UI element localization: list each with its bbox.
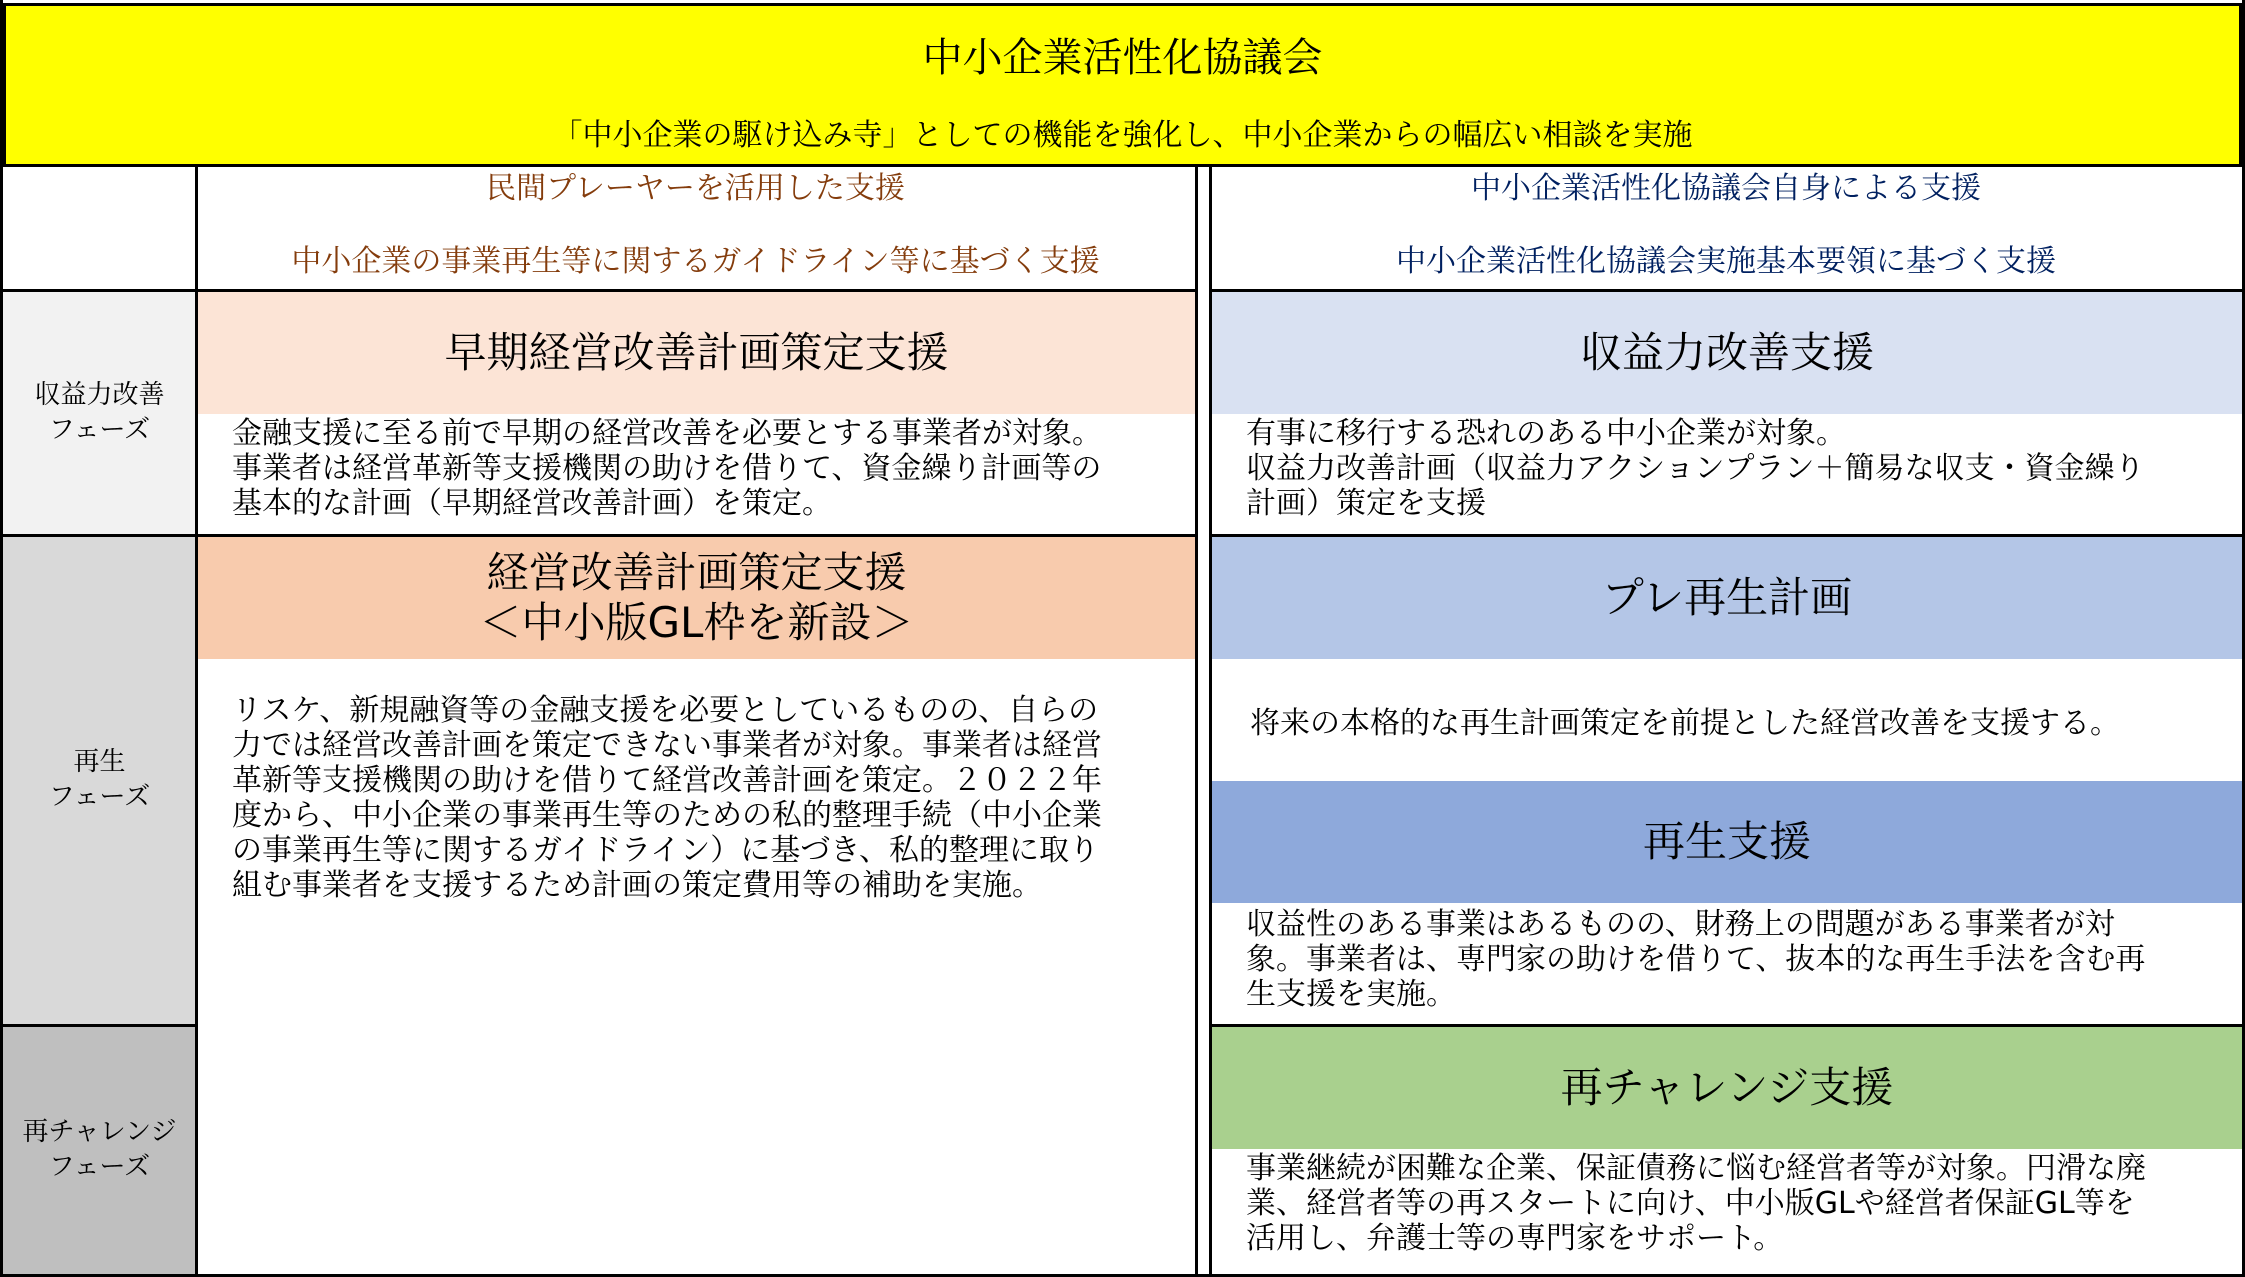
phase-label-profit-line1: 収益力改善: [34, 379, 165, 410]
desc-line: 組む事業者を支援するため計画の策定費用等の補助を実施。: [232, 868, 1042, 903]
grid-line: [0, 1024, 198, 1027]
rebirth-support-description: [1212, 907, 2242, 1023]
left-column-heading-1: 民間プレーヤーを活用した支援: [486, 171, 905, 206]
phase-cell-rebirth: [3, 535, 196, 1025]
phase-label-rechallenge-line1: 再チャレンジ: [22, 1116, 177, 1147]
desc-line: 事業継続が困難な企業、保証債務に悩む経営者等が対象。円滑な廃: [1246, 1151, 2146, 1186]
grid-line: [0, 289, 1198, 292]
early-plan-description: [198, 416, 1195, 534]
rechallenge-support-title-band: [1212, 1027, 2242, 1149]
plan-title-band: [198, 537, 1195, 659]
profit-support-title: 収益力改善支援: [1579, 328, 1874, 377]
desc-line: の事業再生等に関するガイドライン）に基づき、私的整理に取り: [232, 833, 1099, 868]
page-subtitle: 「中小企業の駆け込み寺」としての機能を強化し、中小企業からの幅広い相談を実施: [552, 118, 1693, 153]
grid-line: [1209, 289, 2245, 292]
phase-label-rechallenge-line2: フェーズ: [48, 1151, 151, 1182]
desc-line: 度から、中小企業の事業再生等のための私的整理手続（中小企業: [232, 798, 1102, 833]
desc-line: 有事に移行する恐れのある中小企業が対象。: [1246, 416, 1846, 451]
grid-line: [195, 167, 198, 1277]
desc-line: 業、経営者等の再スタートに向け、中小版GLや経営者保証GL等を: [1246, 1186, 2135, 1221]
desc-line: 力では経営改善計画を策定できない事業者が対象。事業者は経営: [232, 728, 1102, 763]
grid-line: [0, 534, 1198, 537]
desc-line: 象。事業者は、専門家の助けを借りて、抜本的な再生手法を含む再: [1246, 942, 2146, 977]
early-plan-title-band: [198, 292, 1195, 414]
phase-label-profit-line2: フェーズ: [48, 414, 151, 445]
pre-rebirth-description: [1212, 659, 2242, 781]
grid-line: [1195, 167, 1198, 1277]
plan-title-line1: 経営改善計画策定支援: [486, 548, 907, 597]
desc-line: 活用し、弁護士等の専門家をサポート。: [1246, 1221, 1784, 1256]
desc-line: 計画）策定を支援: [1246, 486, 1486, 521]
phase-cell-profit: [3, 290, 196, 535]
rechallenge-support-description: [1212, 1151, 2242, 1273]
early-plan-title: 早期経営改善計画策定支援: [444, 328, 949, 377]
page-title: 中小企業活性化協議会: [922, 35, 1323, 81]
desc-line: 基本的な計画（早期経営改善計画）を策定。: [232, 486, 832, 521]
desc-line: 革新等支援機関の助けを借りて経営改善計画を策定。２０２２年: [232, 763, 1102, 798]
profit-support-description: [1212, 416, 2242, 534]
rebirth-support-title-band: [1212, 781, 2242, 903]
desc-line: 事業者は経営革新等支援機関の助けを借りて、資金繰り計画等の: [232, 451, 1102, 486]
desc-line: 収益力改善計画（収益力アクションプラン＋簡易な収支・資金繰り: [1246, 451, 2145, 486]
grid-line: [1209, 1024, 2245, 1027]
plan-description: [198, 693, 1195, 993]
desc-line: リスケ、新規融資等の金融支援を必要としているものの、自らの: [232, 693, 1099, 728]
phase-label-rebirth-line2: フェーズ: [48, 782, 151, 812]
right-column-heading-1: 中小企業活性化協議会自身による支援: [1471, 171, 1981, 206]
desc-line: 将来の本格的な再生計画策定を前提とした経営改善を支援する。: [1250, 706, 2120, 741]
left-column-heading-2: 中小企業の事業再生等に関するガイドライン等に基づく支援: [291, 244, 1100, 279]
desc-line: 収益性のある事業はあるものの、財務上の問題がある事業者が対: [1246, 907, 2115, 942]
phase-cell-rechallenge: [3, 1025, 196, 1274]
profit-support-title-band: [1212, 292, 2242, 414]
header-banner: [3, 3, 2242, 167]
grid-line: [0, 0, 3, 1277]
pre-rebirth-title: プレ再生計画: [1601, 573, 1853, 622]
rechallenge-support-title: 再チャレンジ支援: [1560, 1063, 1894, 1112]
desc-line: 生支援を実施。: [1246, 977, 1456, 1012]
plan-title-line2: ＜中小版GL枠を新設＞: [479, 598, 914, 647]
grid-line: [1209, 167, 1212, 1277]
pre-rebirth-title-band: [1212, 537, 2242, 659]
rebirth-support-title: 再生支援: [1642, 817, 1811, 866]
grid-line: [1209, 534, 2245, 537]
phase-label-rebirth-line1: 再生: [73, 747, 126, 777]
right-column-heading-2: 中小企業活性化協議会実施基本要領に基づく支援: [1396, 244, 2056, 279]
desc-line: 金融支援に至る前で早期の経営改善を必要とする事業者が対象。: [232, 416, 1102, 451]
